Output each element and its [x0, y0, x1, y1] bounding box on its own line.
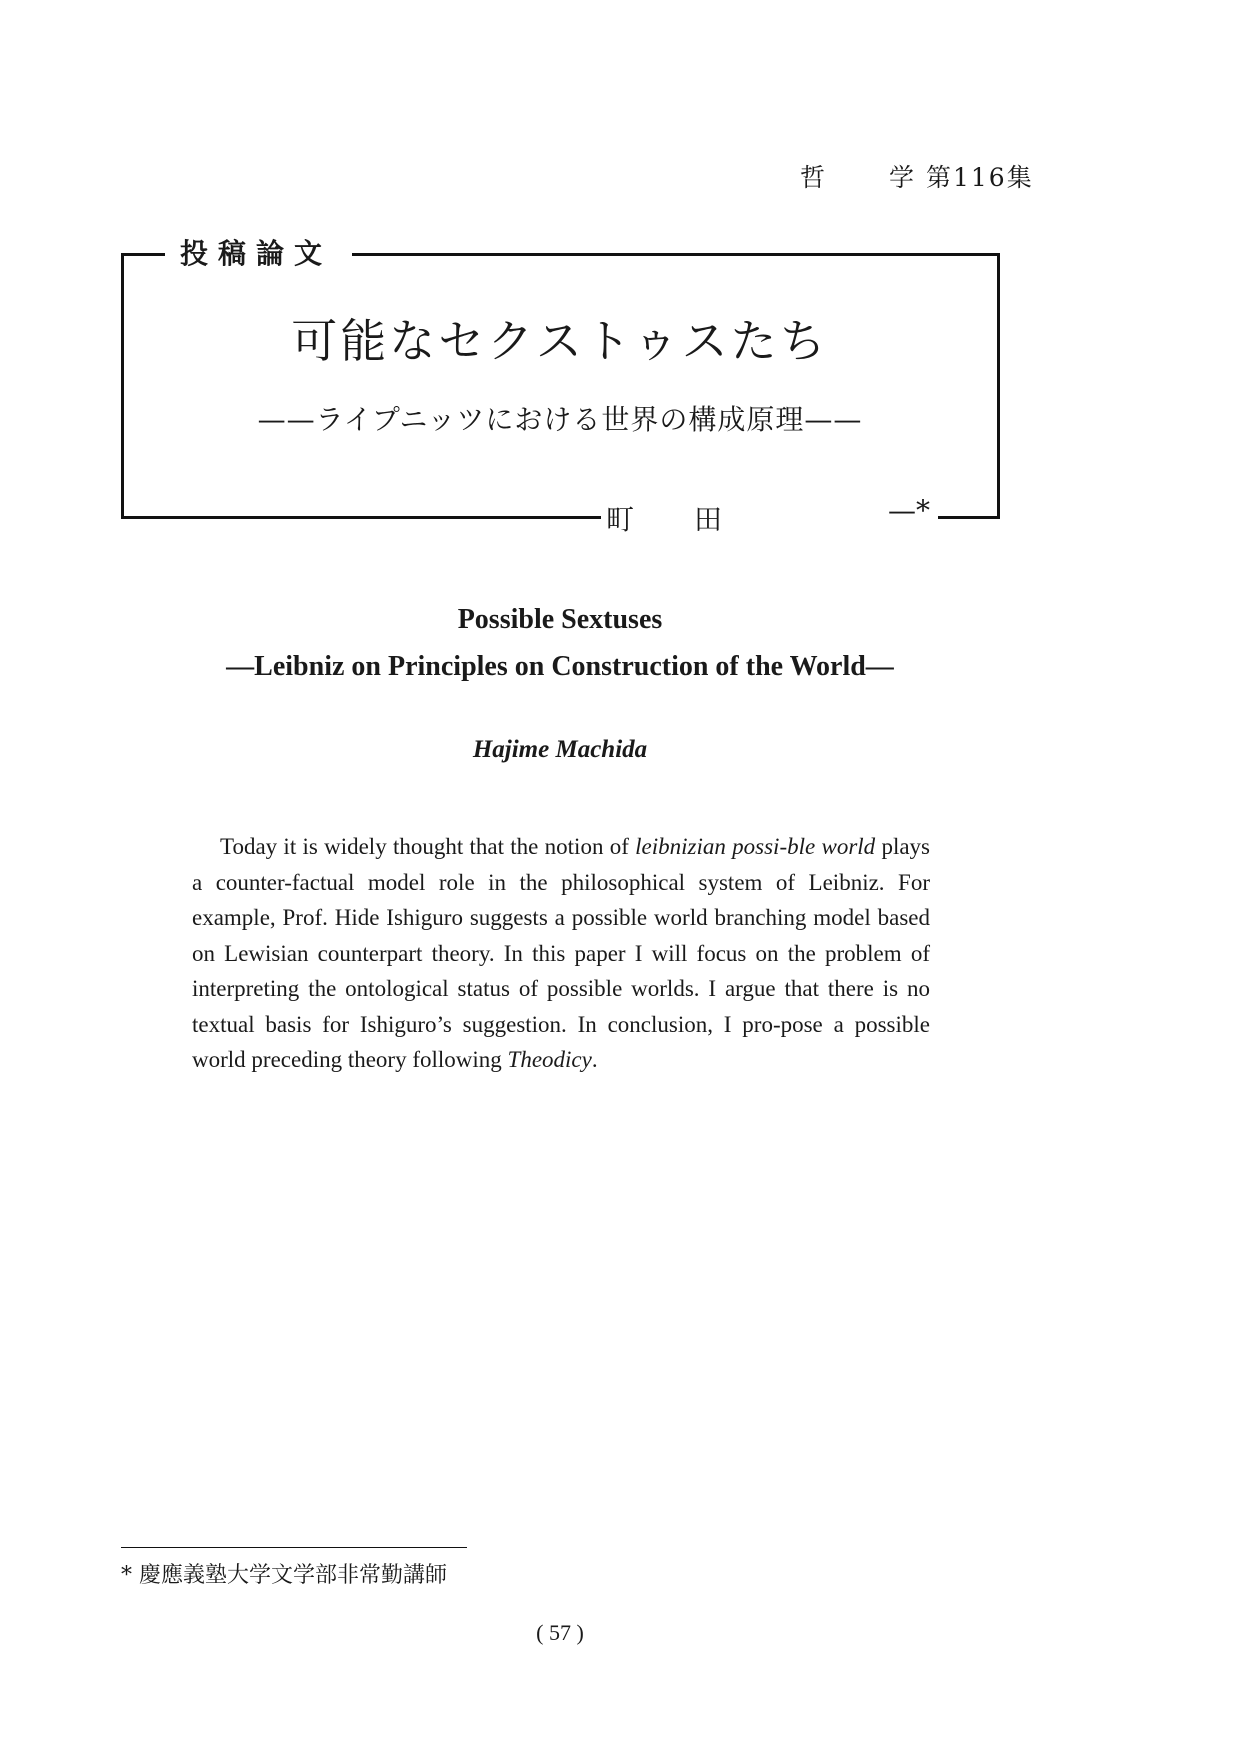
abstract-italic-term: leibnizian possi-ble world — [635, 834, 876, 859]
section-label: 投稿論文 — [180, 237, 333, 270]
english-author: Hajime Machida — [472, 736, 648, 763]
japanese-title: 可能なセクストゥスたち — [291, 314, 829, 368]
english-subtitle: —Leibniz on Principles on Construction of the World— — [226, 651, 894, 682]
journal-header — [800, 158, 1034, 194]
abstract-text-3: . — [591, 1047, 598, 1072]
frame-border-top-right — [352, 253, 1000, 256]
journal-name-part1: 哲 — [800, 163, 828, 192]
page-number: ( 57 ) — [536, 1620, 584, 1645]
abstract-paragraph — [192, 829, 930, 1078]
journal-volume: 第116集 — [925, 163, 1034, 192]
frame-border-left — [121, 253, 124, 518]
frame-border-right — [997, 253, 1000, 518]
frame-border-bottom-left — [121, 516, 601, 519]
frame-border-bottom-right — [938, 516, 1000, 519]
footnote: * 慶應義塾大学文学部非常勤講師 — [121, 1563, 447, 1588]
abstract-text-2: plays a counter-factual model role in the philosophical system of Leibniz. For example, Prof. Hide Ishiguro suggests a possible world branching model based on Lewisian counterpart theory. In this paper I will focus on the problem of interpreting the ontological status of possible worlds. I argue that there is no textual basis for Ishiguro’s suggestion. In conclusion, I pro-pose a possible world preceding theory following — [192, 834, 930, 1072]
english-title: Possible Sextuses — [457, 604, 663, 635]
footnote-rule — [121, 1547, 467, 1548]
author-given-name: 田 — [694, 503, 723, 536]
author-family-name: 町 — [606, 503, 635, 536]
japanese-author — [606, 498, 722, 538]
abstract-italic-book: Theodicy — [507, 1047, 592, 1072]
abstract-text-1: Today it is widely thought that the notion of — [220, 834, 636, 859]
journal-name-part2: 学 — [889, 163, 917, 192]
japanese-subtitle: ——ライプニッツにおける世界の構成原理—— — [257, 403, 863, 436]
frame-border-top-left — [121, 253, 165, 256]
author-footnote-mark: —* — [888, 494, 930, 527]
